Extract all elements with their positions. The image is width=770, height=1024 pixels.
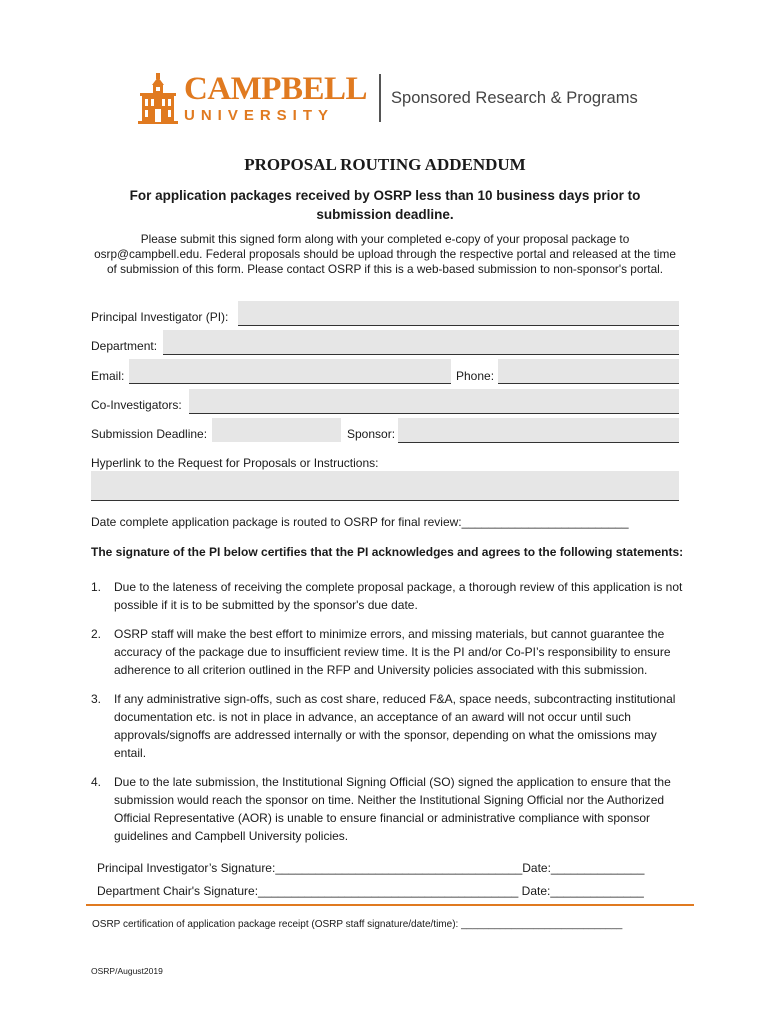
logo-university: UNIVERSITY: [184, 106, 335, 124]
routed-date-line: Date complete application package is routed to OSRP for final review:_________________________: [91, 515, 629, 529]
page-title: PROPOSAL ROUTING ADDENDUM: [244, 155, 526, 174]
pi-label: Principal Investigator (PI):: [91, 310, 229, 324]
pi-input[interactable]: [238, 301, 679, 326]
campbell-logo: [136, 70, 638, 126]
deadline-label: Submission Deadline:: [91, 427, 208, 441]
chair-signature-line[interactable]: Department Chair's Signature:_______________________________________ Date:______________: [97, 884, 644, 898]
footer-code: OSRP/August2019: [91, 966, 163, 976]
coinvestigators-label: Co-Investigators:: [91, 398, 182, 412]
pi-signature-line[interactable]: Principal Investigator’s Signature:_____________________________________Date:______________: [97, 861, 645, 875]
phone-label: Phone:: [456, 369, 495, 383]
list-item: 3. If any administrative sign-offs, such as cost share, reduced F&A, space needs, subcontracting institutional documentation etc. is not in place in advance, an acceptance of an award will not occur until such approvals/signoffs are addressed internally or with the sponsor, depending on what the omissions may entail.: [91, 692, 676, 760]
list-item: 1. Due to the lateness of receiving the complete proposal package, a thorough review of this application is not possible if it is to be submitted by the sponsor's due date.: [91, 580, 683, 612]
divider: [86, 904, 694, 906]
logo-name: CAMPBELL: [184, 70, 368, 107]
list-item: 4. Due to the late submission, the Institutional Signing Official (SO) signed the application to ensure that the submission would reach the sponsor on time. Neither the Institutional Signing Official nor the Authorized Official Representative (AOR) is unable to ensure financial or administrative compliance with sponsor guidelines and Campbell University policies.: [91, 775, 671, 843]
list-item: 2. OSRP staff will make the best effort to minimize errors, and missing materials, but cannot guarantee the accuracy of the package due to insufficient review time. It is the PI and/or Co-PI’s responsibility to ensure adherence to all criterion outlined in the RFP and University policies associated with this submission.: [91, 627, 671, 677]
coinvestigators-input[interactable]: [189, 389, 679, 414]
email-input[interactable]: [129, 359, 451, 384]
statements-list: [91, 578, 691, 856]
department-label: Department:: [91, 339, 158, 353]
hyperlink-label: Hyperlink to the Request for Proposals or Instructions:: [91, 456, 379, 470]
sponsor-label: Sponsor:: [347, 427, 396, 441]
osrp-certification-line[interactable]: OSRP certification of application package receipt (OSRP staff signature/date/time): _____________________________: [92, 919, 623, 930]
building-icon: [136, 71, 180, 125]
sponsor-input[interactable]: [398, 418, 679, 443]
department-name: Sponsored Research & Programs: [391, 88, 638, 107]
certification-heading: The signature of the PI below certifies that the PI acknowledges and agrees to the following statements:: [91, 545, 684, 559]
subtitle: For application packages received by OSRP less than 10 business days prior to submission deadline.: [129, 188, 641, 222]
instructions: Please submit this signed form along with your completed e-copy of your proposal package to osrp@campbell.edu. Federal proposals should be upload through the respective portal and released at the time of submission of this form. Please contact OSRP if this is a web-based submission to non-sponsor's portal.: [94, 232, 676, 276]
deadline-input[interactable]: [212, 418, 341, 442]
logo-divider: [379, 74, 381, 122]
hyperlink-input[interactable]: [91, 471, 679, 501]
email-label: Email:: [91, 369, 125, 383]
department-input[interactable]: [163, 330, 679, 355]
phone-input[interactable]: [498, 359, 679, 384]
